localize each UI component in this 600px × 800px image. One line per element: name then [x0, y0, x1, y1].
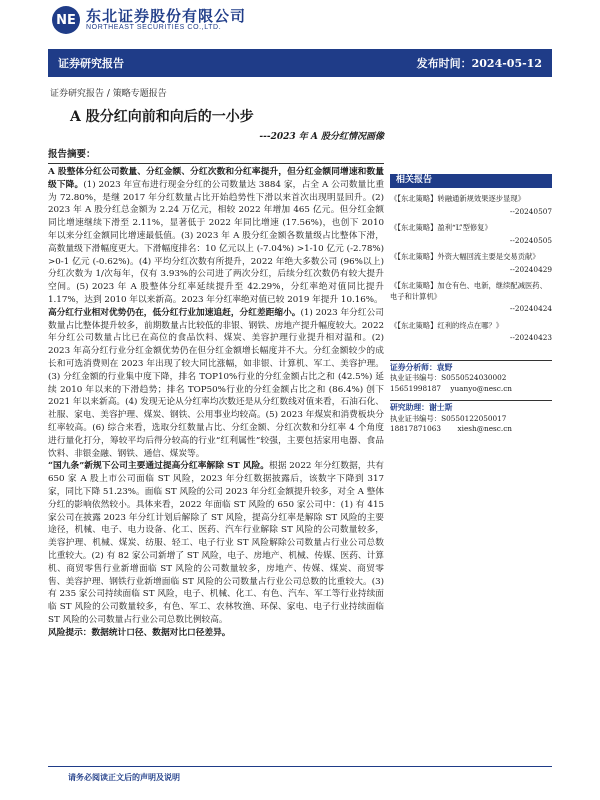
related-report[interactable]: 《【东北策略】外资大幅回流主要是交易贡献》 --20240429 — [390, 252, 552, 274]
breadcrumb: 证券研究报告 / 策略专题报告 — [50, 89, 167, 99]
summary-paragraph-2: 高分红行业相对优势仍在，低分红行业加速追赶，分红差距缩小。(1) 2023 年分红公司数量占比整体提升较多，前期数量占比较低的非银、钢铁、房地产提升幅度较大。2022 年分红公司数量占比已在高位的食品饮料、煤炭、美容护理行业提升相对温和。(2) 2023 年高分红行业分红金额优势仍在但分红金额增长幅度并不大。分红金额较少的成长和可选消费则在 2023 年出现了较大同比涨幅，如非银、计算机、军工、美容护理。(3) 分红金额的行业集中度下降，排名 TOP10%行业的分红金额占比之和 (42.5%) 延续 2010 年以来的下滑趋势；排名 TOP50%行业的分红金额占比之和 (86.4%) 创下 2021 年以来新高。(4) 发现无论从分红率均次数还是从分红数线对值来看，石油石化、社服、家电、美容护理、煤炭、钢铁、公用事业均较高。(5) 2023 年煤炭和消费板块分红率较高。(6) 综合来看，选取分红数量占比、分红金额、分红次数和分红率 4 个角度进行量化打分，筹较平均后得分较高的行业“红利属性”较强，主要包括家用电器、食品饮料、非银金融、钢铁、通信、煤炭等。 — [48, 307, 384, 459]
analyst-email[interactable]: xiesh@nesc.cn — [457, 424, 512, 433]
publish-date: 发布时间：2024-05-12 — [416, 57, 542, 70]
summary-heading: 报告摘要： — [48, 148, 384, 164]
summary-paragraph-3: “国九条”新规下公司主要通过提高分红率解除 ST 风险。根据 2022 年分红数据，共有 650 家 A 股上市公司面临 ST 风险，2023 年分红数据披露后，该数字下降到 317 家，同比下降 51.23%。面临 ST 风险的公司 2023 年分红金额提升较多，对全 A 整体分红的影响依然较小。具体来看，2022 年面临 ST 风险的 650 家公司中：(1) 有 415 家公司在披露 2023 年分红计划后解除了 ST 风险，提高分红率是解除 ST 风险的主要途径，机械、电子、电力设备、化工、医药、汽车行业解除 ST 风险的公司数量较多，美容护理、机械、煤炭、纺服、轻工、电子行业 ST 风险解除公司数量占行业公司总数比重较大。(2) 有 82 家公司新增了 ST 风险，电子、房地产、机械、传媒、医药、计算机、商贸零售行业新增面临 ST 风险的公司数量较多，房地产、传媒、煤炭、商贸零售、美容护理、钢铁行业新增面临 ST 风险的公司数量占行业公司总数的比重较大。(3) 有 235 家公司持续面临 ST 风险，电子、机械、化工、有色、汽车、军工等行业持续面临 ST 风险的公司数量较多，有色、军工、农林牧渔、环保、家电、电子行业持续面临 ST 风险的公司数量占行业公司总数比例较高。 — [48, 461, 384, 625]
company-logo: NE — [52, 6, 80, 34]
report-title: A 股分红向前和向后的一小步 — [70, 109, 254, 125]
analyst-card: 研究助理：谢士斯 执业证书编号：S0550122050017 18817871063 xiesh@nesc.cn — [390, 400, 552, 435]
related-report[interactable]: 《【东北策略】红利的终点在哪？》 --20240423 — [390, 320, 552, 342]
summary-paragraph-1: A 股整体分红公司数量、分红金额、分红次数和分红率提升，但分红金额同增速和数量级下降。(1) 2023 年宣布进行现金分红的公司数量达 3884 家，占全 A 公司数量比重为 72.80%，是继 2017 年分红数量占比开始趋势性下滑以来首次出现明显回升。(2) 2023 年 A 股分红总金额为 2.24 万亿元，相较 2022 年增加 465 亿元。但分红金额同比增速继续下滑至 2.11%，显著低于 2022 年同比增速 (17.56%)，也创下 2010 年以来分红金额同比增速最低值。(3) 2023 年 A 股分红金额各数量级占比整体下滑，高数量级下滑幅度更大。下滑幅度排名：10 亿元以上 (-7.04%) >1-10 亿元 (-2.78%) >0-1 亿元 (-0.62%)。(4) 平均分红次数有所提升，2022 年绝大多数公司 (96%以上) 分红次数为 1/次每年，仅有 3.93%的公司进了两次分红，后续分红次数仍有较大提升空间。(5) 2023 年 A 股整体分红率延续提升至 42.29%，分红率绝对值同比提升 1.17%，达到 2010 年以来新高。2023 年分红率绝对值已较 2019 年提升 10.16%。 — [48, 167, 384, 305]
report-subtitle: ---2023 年 A 股分红情况画像 — [259, 132, 384, 142]
risk-warning: 风险提示：数据统计口径、数据对比口径差异。 — [48, 627, 231, 638]
related-reports-heading: 相关报告 — [390, 174, 552, 188]
related-report[interactable]: 《【东北策略】盈利“L”型修复》 --20240505 — [390, 223, 552, 245]
analyst-card: 证券分析师：袁野 执业证书编号：S0550524030002 15651998187 yuanyo@nesc.cn — [390, 360, 552, 395]
company-name-cn: 东北证券股份有限公司 — [86, 7, 247, 25]
related-report[interactable]: 《【东北策略】转融通新规效果逐步显现》 --20240507 — [390, 194, 552, 216]
footer-divider — [48, 766, 552, 767]
analyst-email[interactable]: yuanyo@nesc.cn — [450, 383, 512, 393]
report-type-label: 证券研究报告 — [58, 57, 124, 70]
company-name-en: NORTHEAST SECURITIES CO.,LTD. — [86, 24, 222, 31]
related-report[interactable]: 《【东北策略】加仓有色、电新，继续配减医药、电子和计算机》 --20240424 — [390, 281, 552, 313]
report-type-bar — [48, 49, 552, 77]
sidebar — [390, 148, 552, 435]
footer-disclaimer: 请务必阅读正文后的声明及说明 — [68, 772, 180, 782]
report-header — [0, 0, 600, 40]
summary-section — [48, 148, 384, 758]
